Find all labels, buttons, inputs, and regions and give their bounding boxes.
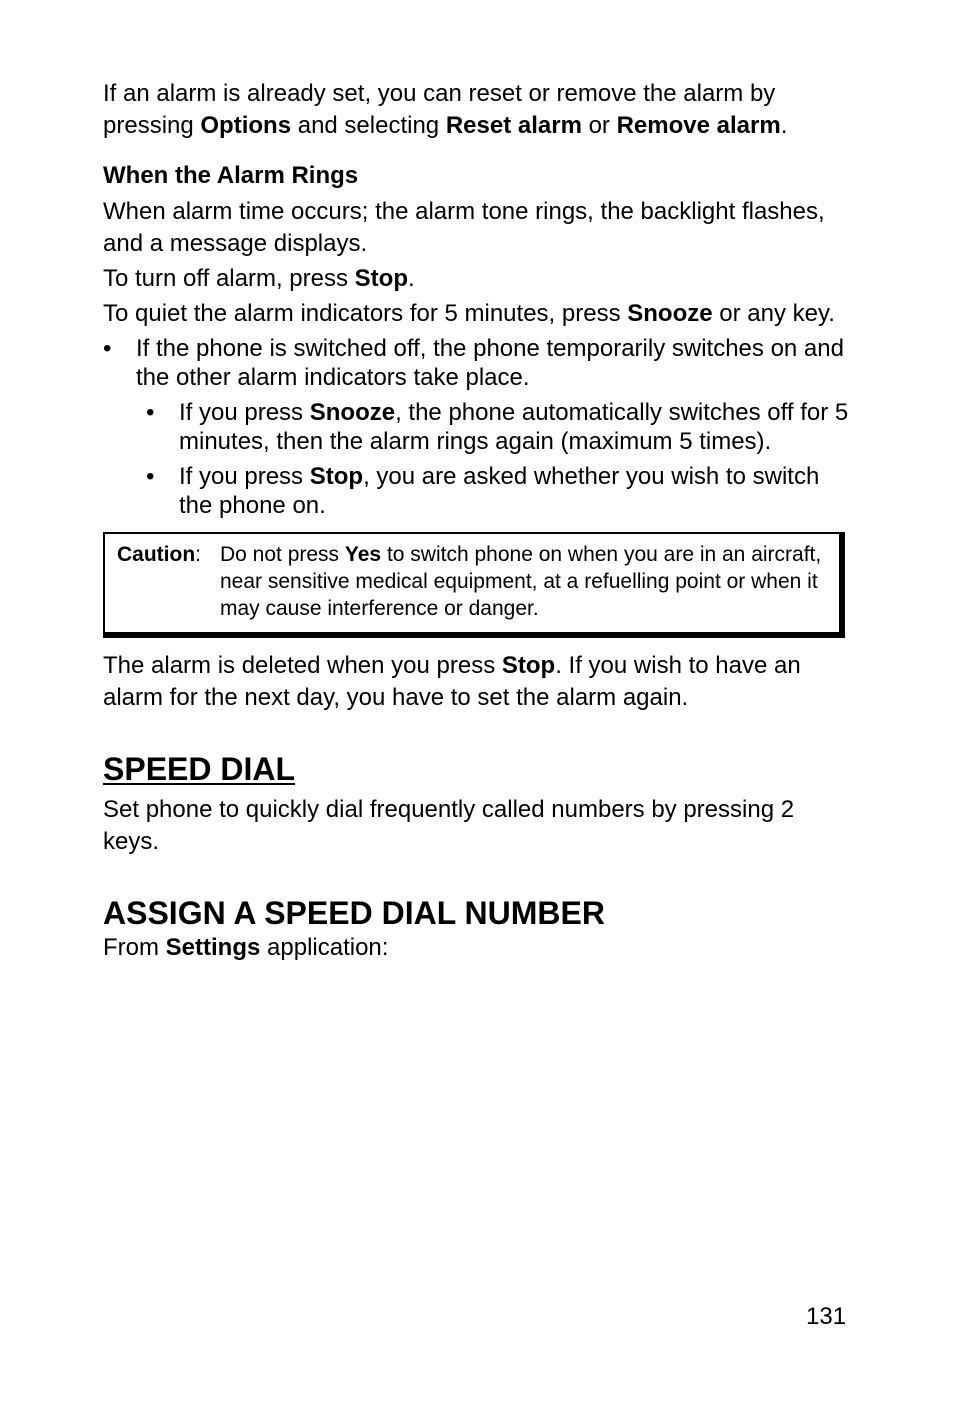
intro-text: . [780,112,788,139]
caution-text-part: Do not press [220,543,345,566]
alarm-deleted-text: The alarm is deleted when you press [103,652,502,679]
snooze-text: To quiet the alarm indicators for 5 minutes, press [103,300,628,327]
snooze-text: or any key. [712,300,835,327]
options-term: Options [200,112,292,139]
intro-text: If an alarm is already set, you can reset or remove the alarm by pressing [103,80,776,139]
turn-off-text: . [408,265,415,292]
stop-term: Stop [501,652,556,679]
stop-term: Stop [309,463,364,490]
sub-bullet-list [136,398,853,520]
turn-off-text: To turn off alarm, press [103,265,355,292]
snooze-paragraph [103,298,853,330]
intro-paragraph [103,78,853,142]
reset-alarm-term: Reset alarm [445,112,582,139]
list-item [136,462,853,520]
alarm-deleted-paragraph [103,650,853,714]
caution-colon: : [195,543,201,566]
stop-term: Stop [354,265,408,292]
speed-dial-paragraph: Set phone to quickly dial frequently called numbers by pressing 2 keys. [103,796,795,855]
assign-paragraph [103,934,853,962]
caution-text [220,541,839,622]
alarm-rings-heading: When the Alarm Rings [103,162,359,189]
turn-off-paragraph [103,263,853,295]
page-number: 131 [806,1303,847,1330]
bullet-glyph: • [146,399,155,426]
list-item-text: If the phone is switched off, the phone temporarily switches on and the other alarm indicators take place. [136,335,844,391]
bullet-glyph: • [146,463,155,490]
bullet-list [103,334,853,520]
intro-text: or [581,112,617,139]
yes-term: Yes [344,543,382,566]
list-item [103,334,853,520]
list-item-text: If you press [179,463,310,490]
alarm-time-paragraph: When alarm time occurs; the alarm tone rings, the backlight flashes, and a message displays. [103,198,825,257]
document-page [103,78,853,962]
caution-box [103,532,845,638]
bullet-glyph: • [103,335,112,362]
list-item-text: , the phone automatically switches off for 5 minutes, then the alarm rings again (maximum 5 times). [179,399,849,455]
caution-text-part: to switch phone on when you are in an aircraft, near sensitive medical equipment, at a refuelling point or when it may cause interference or danger. [220,543,822,620]
list-item [136,398,853,456]
caution-label-text: Caution [117,543,196,566]
alarm-deleted-text: . If you wish to have an alarm for the next day, you have to set the alarm again. [103,652,801,711]
settings-term: Settings [165,934,261,961]
assign-speed-dial-heading: ASSIGN A SPEED DIAL NUMBER [103,895,605,931]
intro-text: and selecting [291,112,446,139]
speed-dial-heading: SPEED DIAL [103,751,296,787]
assign-text: application: [260,934,389,961]
remove-alarm-term: Remove alarm [616,112,781,139]
snooze-term: Snooze [309,399,396,426]
snooze-term: Snooze [627,300,713,327]
list-item-text: If you press [179,399,310,426]
list-item-text: , you are asked whether you wish to switch the phone on. [179,463,820,519]
assign-text: From [103,934,166,961]
caution-label [117,541,201,568]
